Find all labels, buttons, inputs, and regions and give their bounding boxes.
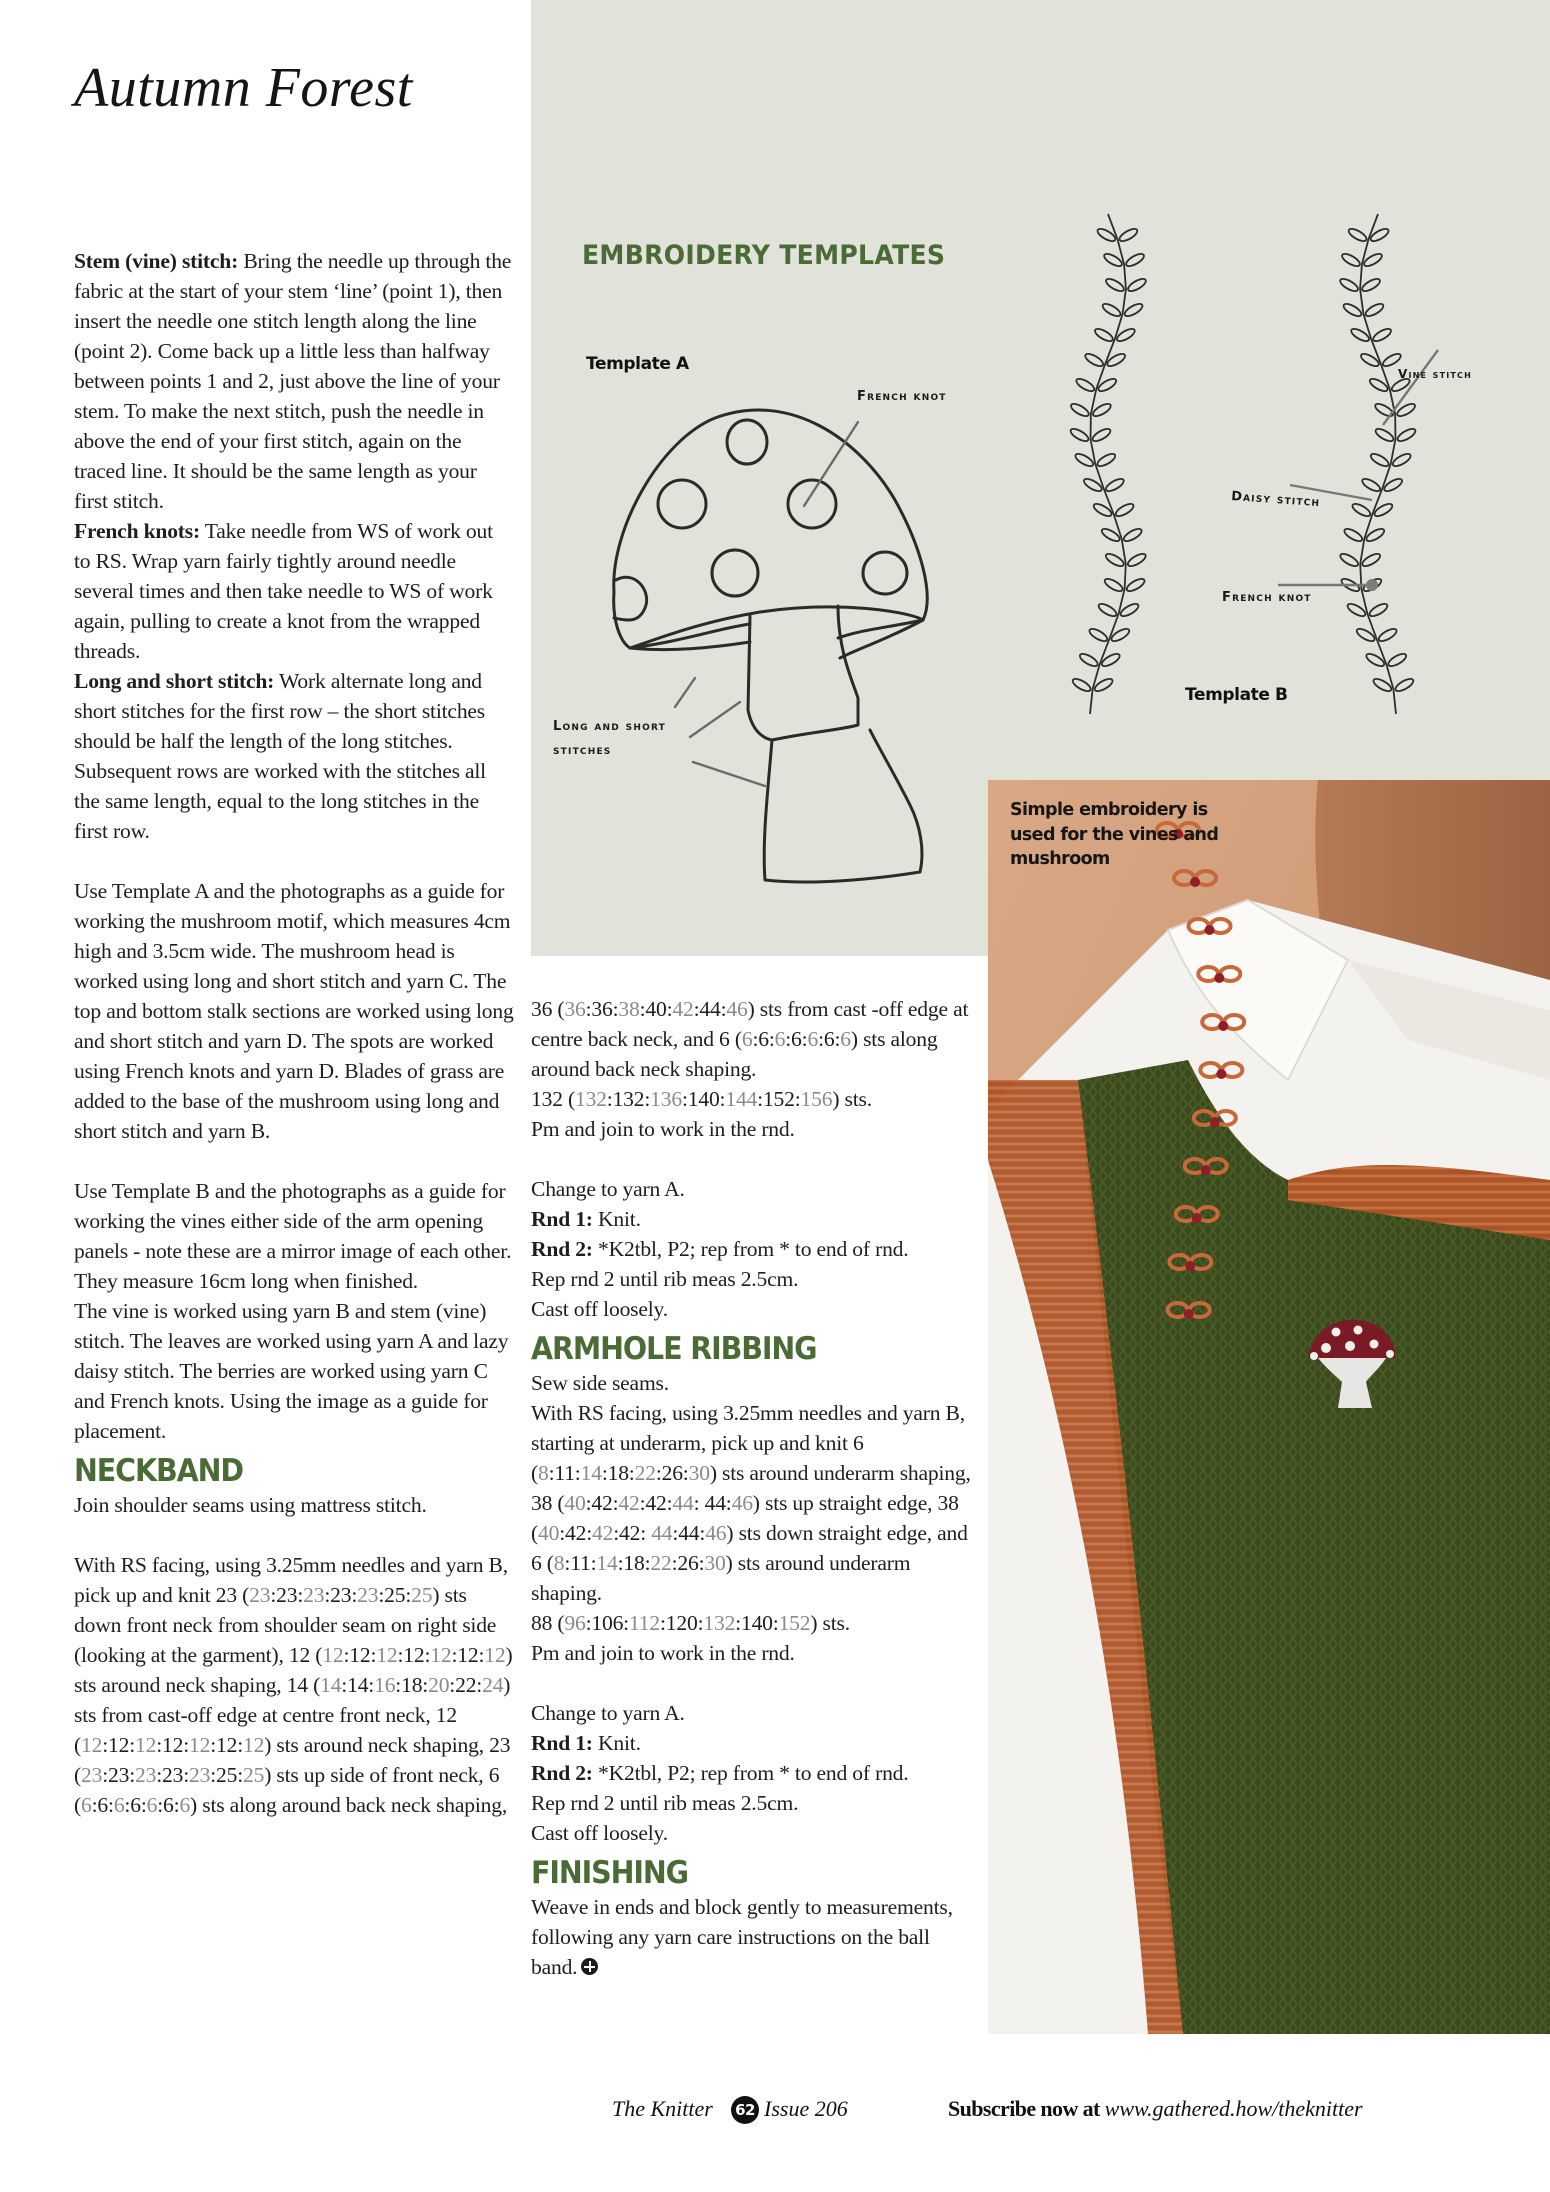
leaf-daisy-stitch — [1119, 602, 1140, 619]
leaf-daisy-stitch — [1114, 502, 1135, 519]
size-value-alt: 22 — [634, 1461, 656, 1485]
leaf-daisy-stitch — [1347, 227, 1368, 244]
size-value-alt: 42 — [592, 1521, 614, 1545]
embroidered-berry — [1218, 1021, 1228, 1031]
mushroom-spot — [727, 420, 767, 464]
mushroom-spot — [863, 552, 907, 594]
leaf-daisy-stitch — [1364, 302, 1385, 319]
size-value-alt: 40 — [564, 1491, 586, 1515]
neckband-rnd-1: Rnd 1: Knit. — [531, 1207, 641, 1231]
vine-paragraph: The vine is worked using yarn B and stem (vine) stitch. The leaves are worked using yarn A and lazy daisy stitch. The berries are worked using yarn C and French knots. Using the image as a guide for placement. — [74, 1299, 509, 1443]
magazine-name: The Knitter — [612, 2096, 713, 2121]
neckband-repeat: Rep rnd 2 until rib meas 2.5cm. — [531, 1267, 799, 1291]
vine-template-drawing — [1050, 200, 1510, 720]
leaf-daisy-stitch — [1084, 352, 1105, 369]
french-knots-label: French knots: — [74, 519, 200, 543]
mushroom-spot — [658, 480, 706, 528]
leaf-daisy-stitch — [1091, 402, 1112, 419]
size-value-alt: 152 — [778, 1611, 811, 1635]
template-b-label: Template B — [1185, 685, 1288, 705]
template-a-paragraph: Use Template A and the photographs as a guide for working the mushroom motif, which measures 4cm high and 3.5cm wide. The mushroom head is worked using long and short stitch and yarn C. The top and bottom stalk sections are worked using long and short stitch and yarn D. The spots are worked using French knots and yarn D. Blades of grass are added to the base of the mushroom using long and short stitch and yarn B. — [74, 879, 514, 1143]
leaf-daisy-stitch — [1126, 552, 1147, 569]
leaf-daisy-stitch — [1373, 402, 1394, 419]
leaf-daisy-stitch — [1377, 627, 1398, 644]
leaf-daisy-stitch — [1122, 527, 1143, 544]
template-b-paragraph: Use Template B and the photographs as a guide for working the vines either side of the arm opening panels - note these are a mirror image of each other. They measure 16cm long when finished. — [74, 1179, 512, 1293]
size-value-alt: 23 — [189, 1763, 211, 1787]
leaf-daisy-stitch — [1343, 527, 1364, 544]
leaf-daisy-stitch — [1103, 577, 1124, 594]
neckband-join: Pm and join to work in the rnd. — [531, 1117, 795, 1141]
size-value-alt: 8 — [538, 1461, 549, 1485]
leaf-daisy-stitch — [1351, 502, 1372, 519]
daisy-stitch-callout: Daisy stitch — [1230, 488, 1321, 511]
leaf-daisy-stitch — [1097, 602, 1118, 619]
size-value-alt: 23 — [357, 1583, 379, 1607]
size-value-alt: 24 — [482, 1673, 504, 1697]
armhole-join: Pm and join to work in the rnd. — [531, 1641, 795, 1665]
finishing-text: Weave in ends and block gently to measurements, following any yarn care instructions on the ball band. — [531, 1895, 953, 1979]
armhole-cast-off: Cast off loosely. — [531, 1821, 668, 1845]
page-footer — [0, 2096, 1550, 2126]
embroidered-berry — [1214, 973, 1224, 983]
armhole-rnd-1: Rnd 1: Knit. — [531, 1731, 641, 1755]
leaf-daisy-stitch — [1088, 627, 1109, 644]
size-value-alt: 44 — [651, 1521, 673, 1545]
leaf-daisy-stitch — [1074, 452, 1095, 469]
leaf-daisy-stitch — [1391, 452, 1412, 469]
size-value-alt: 156 — [800, 1087, 833, 1111]
leaf-daisy-stitch — [1104, 277, 1125, 294]
size-value-alt: 136 — [650, 1087, 682, 1111]
vine-template — [1069, 214, 1148, 714]
armhole-pickup: With RS facing, using 3.25mm needles and yarn B, starting at underarm, pick up and knit 6 (8:11:14:18:22:26:30) sts around underarm shaping, 38 (40:42:42:42:44: 44:46) sts up straight edge, 38 (40:42:42:42: 44:44:46) sts down straight edge, and 6 (8:11:14:18:22:26:30) sts around underarm shaping. — [531, 1401, 971, 1605]
size-value-alt: 16 — [374, 1673, 396, 1697]
size-value-alt: 12 — [81, 1733, 103, 1757]
leaf-daisy-stitch — [1075, 377, 1096, 394]
size-value-alt: 38 — [618, 997, 640, 1021]
french-knots-instructions: French knots: Take needle from WS of work out to RS. Wrap yarn fairly tightly around needle several times and then take needle to WS of work again, pulling to create a knot from the wrapped threads. — [74, 519, 493, 663]
size-value-alt: 44 — [672, 1491, 694, 1515]
knitted-vest-photo — [988, 780, 1550, 2034]
template-a-label: Template A — [586, 354, 689, 374]
finishing-heading: FINISHING — [531, 1855, 688, 1891]
leaf-daisy-stitch — [1069, 427, 1090, 444]
stem-stitch-label: Stem (vine) stitch: — [74, 249, 239, 273]
size-value-alt: 40 — [538, 1521, 560, 1545]
size-value-alt: 8 — [553, 1551, 565, 1575]
leaf-daisy-stitch — [1069, 402, 1090, 419]
embroidered-berry — [1201, 1165, 1211, 1175]
size-value-alt: 42 — [672, 997, 694, 1021]
leaf-daisy-stitch — [1091, 427, 1112, 444]
leaf-daisy-stitch — [1339, 552, 1360, 569]
leaf-daisy-stitch — [1361, 552, 1382, 569]
leaf-daisy-stitch — [1342, 302, 1363, 319]
leaf-daisy-stitch — [1371, 327, 1392, 344]
size-value-alt: 30 — [688, 1461, 710, 1485]
armhole-sew: Sew side seams. — [531, 1371, 669, 1395]
neckband-cast-off: Cast off loosely. — [531, 1297, 668, 1321]
size-value-alt: 12 — [135, 1733, 157, 1757]
size-value-alt: 12 — [430, 1643, 452, 1667]
vine-stitch-callout: Vine stitch — [1398, 367, 1473, 381]
leaf-daisy-stitch — [1071, 677, 1092, 694]
leaf-daisy-stitch — [1118, 227, 1139, 244]
size-value-alt: 25 — [243, 1763, 265, 1787]
armhole-rnd-2: Rnd 2: *K2tbl, P2; rep from * to end of rnd. — [531, 1761, 909, 1785]
subscribe-text: Subscribe now at www.gathered.how/theknitter — [948, 2096, 1363, 2121]
embroidered-berry — [1190, 877, 1200, 887]
size-value-alt: 6 — [840, 1027, 851, 1051]
size-value-alt: 23 — [81, 1763, 103, 1787]
size-value-alt: 132 — [703, 1611, 736, 1635]
size-value-alt: 6 — [774, 1027, 786, 1051]
neckband-pickup-continued: 36 (36:36:38:40:42:44:46) sts from cast -off edge at centre back neck, and 6 (6:6:6:6:6:6:6) sts along around back neck shaping. — [531, 997, 969, 1081]
mushroom-stalk-top — [748, 606, 858, 740]
templates-heading: EMBROIDERY TEMPLATES — [582, 240, 946, 271]
size-value-alt: 6 — [113, 1793, 125, 1817]
embroidered-berry — [1184, 1309, 1194, 1319]
leaf-daisy-stitch — [1360, 277, 1381, 294]
size-value-alt: 12 — [376, 1643, 398, 1667]
issue-number: Issue 206 — [764, 2096, 848, 2121]
stem-stitch-instructions: Stem (vine) stitch: Bring the needle up through the fabric at the start of your stem ‘line’ (point 1), then insert the needle one stitch length along the line (point 2). Come back up a little less than halfway between points 1 and 2, just above the line of your stem. To make the next stitch, push the needle in above the end of your first stitch, again on the traced line. It should be the same length as your first stitch. — [74, 249, 512, 513]
size-value-alt: 144 — [725, 1087, 758, 1111]
leaf-daisy-stitch — [1104, 552, 1125, 569]
leaf-daisy-stitch — [1394, 677, 1415, 694]
size-value-alt: 6 — [807, 1027, 819, 1051]
left-column — [74, 246, 514, 1820]
leaf-daisy-stitch — [1104, 477, 1125, 494]
mushroom-spot — [614, 577, 647, 620]
neckband-change-yarn: Change to yarn A. — [531, 1177, 685, 1201]
embroidered-berry — [1216, 1069, 1226, 1079]
mushroom-spot — [712, 550, 758, 596]
armhole-repeat: Rep rnd 2 until rib meas 2.5cm. — [531, 1791, 799, 1815]
mushroom-template-drawing — [540, 380, 960, 880]
size-value-alt: 6 — [146, 1793, 158, 1817]
mushroom-stalk-bottom — [764, 730, 922, 882]
french-knot-pointer — [804, 422, 858, 506]
long-short-pointer — [693, 762, 765, 786]
leaf-daisy-stitch — [1125, 577, 1146, 594]
leaf-daisy-stitch — [1126, 277, 1147, 294]
armhole-change-yarn: Change to yarn A. — [531, 1701, 685, 1725]
size-value-alt: 23 — [249, 1583, 271, 1607]
leaf-daisy-stitch — [1124, 252, 1145, 269]
size-value-alt: 6 — [81, 1793, 92, 1817]
french-knot-callout-b: French knot — [1222, 590, 1312, 605]
size-value-alt: 6 — [741, 1027, 753, 1051]
neckband-intro: Join shoulder seams using mattress stitch. — [74, 1493, 427, 1517]
leaf-daisy-stitch — [1078, 652, 1099, 669]
leaf-daisy-stitch — [1368, 602, 1389, 619]
embroidered-berry — [1204, 925, 1214, 935]
photo-caption: Simple embroidery is used for the vines and mushroom — [1010, 800, 1219, 869]
middle-column — [531, 994, 981, 1982]
size-value-alt: 14 — [320, 1673, 342, 1697]
page-title: Autumn Forest — [74, 57, 413, 119]
leaf-daisy-stitch — [1396, 427, 1417, 444]
subscribe-link[interactable]: www.gathered.how/theknitter — [1104, 2096, 1363, 2121]
embroidered-berry — [1210, 1117, 1220, 1127]
size-value-alt: 46 — [726, 997, 748, 1021]
leaf-daisy-stitch — [1101, 302, 1122, 319]
size-value-alt: 22 — [650, 1551, 672, 1575]
leaf-daisy-stitch — [1387, 652, 1408, 669]
long-short-callout — [553, 715, 666, 763]
embroidered-berry — [1192, 1213, 1202, 1223]
leaf-daisy-stitch — [1096, 452, 1117, 469]
page-number-badge: 62 — [731, 2096, 759, 2124]
leaf-daisy-stitch — [1374, 427, 1395, 444]
leaf-daisy-stitch — [1093, 327, 1114, 344]
size-value-alt: 14 — [580, 1461, 602, 1485]
leaf-daisy-stitch — [1338, 277, 1359, 294]
french-knot-dot — [1366, 579, 1378, 591]
neckband-stitch-total: 132 (132:132:136:140:144:152:156) sts. — [531, 1087, 872, 1111]
leaf-daisy-stitch — [1123, 302, 1144, 319]
size-value-alt: 14 — [596, 1551, 618, 1575]
long-short-pointer — [690, 702, 740, 737]
neckband-pickup: With RS facing, using 3.25mm needles and yarn B, pick up and knit 23 (23:23:23:23:23:25:25) sts down front neck from shoulder seam on right side (looking at the garment), 12 (12:12:12:12:12:12:12) sts around neck shaping, 14 (14:14:16:18:20:22:24) sts from cast-off edge at centre front neck, 12 (12:12:12:12:12:12:12) sts around neck shaping, 23 (23:23:23:23:23:25:25) sts up side of front neck, 6 (6:6:6:6:6:6:6) sts along around back neck shaping, — [74, 1553, 513, 1817]
size-value-alt: 12 — [243, 1733, 265, 1757]
size-value-alt: 46 — [731, 1491, 753, 1515]
size-value-alt: 36 — [564, 997, 586, 1021]
size-value-alt: 46 — [705, 1521, 727, 1545]
leaf-daisy-stitch — [1360, 477, 1381, 494]
size-value-alt: 12 — [484, 1643, 506, 1667]
neckband-rnd-2: Rnd 2: *K2tbl, P2; rep from * to end of rnd. — [531, 1237, 909, 1261]
size-value-alt: 23 — [135, 1763, 157, 1787]
french-knot-callout-a: French knot — [857, 389, 947, 404]
armhole-stitch-total: 88 (96:106:112:120:132:140:152) sts. — [531, 1611, 850, 1635]
long-short-instructions: Long and short stitch: Work alternate long and short stitches for the first row – the short stitches should be half the length of the long stitches. Subsequent rows are worked with the stitches all the same length, equal to the long stitches in the first row. — [74, 669, 486, 843]
long-short-callout-line1: Long and short — [553, 719, 667, 734]
leaf-daisy-stitch — [1346, 602, 1367, 619]
armhole-ribbing-heading: ARMHOLE RIBBING — [531, 1331, 817, 1367]
long-short-callout-line2: stitches — [553, 743, 612, 758]
long-short-label: Long and short stitch: — [74, 669, 275, 693]
size-value-alt: 6 — [179, 1793, 191, 1817]
leaf-daisy-stitch — [1369, 452, 1390, 469]
vest-photo-illustration — [988, 780, 1550, 2034]
size-value-alt: 20 — [428, 1673, 450, 1697]
long-short-pointer — [675, 678, 695, 707]
size-value-alt: 132 — [574, 1087, 607, 1111]
neckband-heading: NECKBAND — [74, 1453, 243, 1489]
leaf-daisy-stitch — [1340, 252, 1361, 269]
size-value-alt: 42 — [618, 1491, 640, 1515]
mushroom-cap-outline — [614, 410, 928, 648]
size-value-alt: 96 — [564, 1611, 586, 1635]
size-value-alt: 112 — [628, 1611, 660, 1635]
size-value-alt: 25 — [411, 1583, 433, 1607]
size-value-alt: 12 — [189, 1733, 211, 1757]
size-value-alt: 30 — [704, 1551, 726, 1575]
mushroom-spot — [788, 480, 836, 528]
vine-template — [1338, 214, 1417, 714]
size-value-alt: 12 — [322, 1643, 344, 1667]
size-value-alt: 23 — [303, 1583, 325, 1607]
end-of-article-icon — [581, 1958, 598, 1975]
embroidered-berry — [1185, 1261, 1195, 1271]
